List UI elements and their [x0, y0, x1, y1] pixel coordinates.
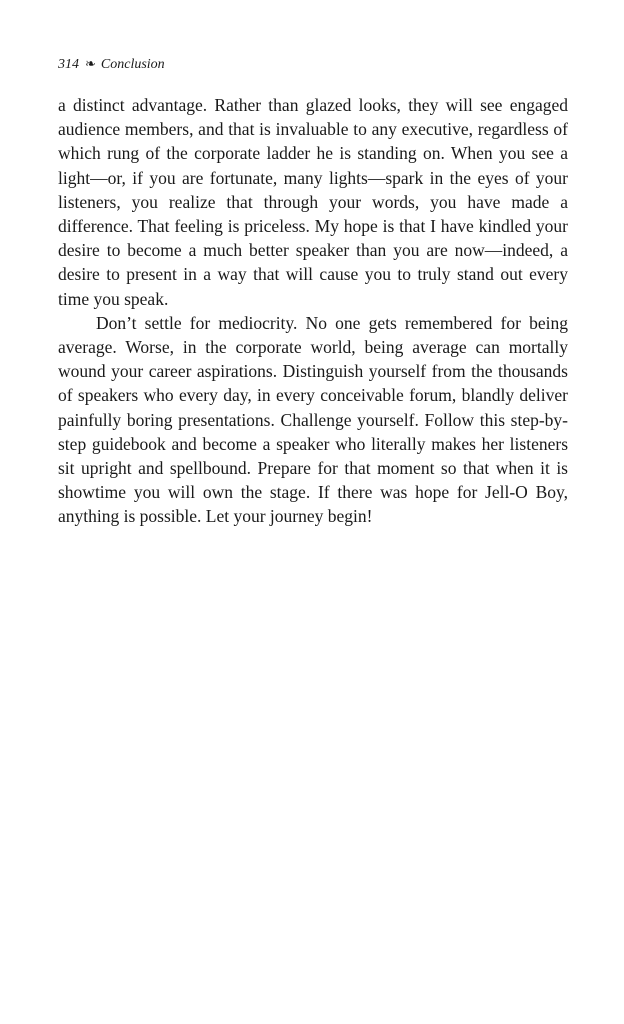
section-title: Conclusion: [100, 57, 165, 72]
fleuron-ornament-icon: ❧: [85, 56, 96, 71]
body-text: [58, 93, 568, 529]
page-number: 314: [58, 57, 79, 72]
running-head: [58, 54, 165, 75]
paragraph: Don’t settle for mediocrity. No one gets remembered for being average. Worse, in the corporate world, being average can mortally wound your career aspirations. Distinguish yourself from the thousands of speakers who every day, in every conceivable forum, blandly deliver painfully boring presentations. Challenge yourself. Follow this step-by-step guidebook and become a speaker who literally makes her listeners sit upright and spellbound. Prepare for that moment so that when it is showtime you will own the stage. If there was hope for Jell-O Boy, anything is possible. Let your journey begin!: [58, 312, 568, 527]
paragraph-continued: a distinct advantage. Rather than glazed looks, they will see engaged audience members, and that is invaluable to any executive, regardless of which rung of the corporate ladder he is standing on. When you see a light—or, if you are fortunate, many lights—spark in the eyes of your listeners, you realize that through your words, you have made a difference. That feeling is priceless. My hope is that I have kindled your desire to become a much better speaker than you are now—indeed, a desire to present in a way that will cause you to truly stand out every time you speak.: [58, 95, 568, 309]
